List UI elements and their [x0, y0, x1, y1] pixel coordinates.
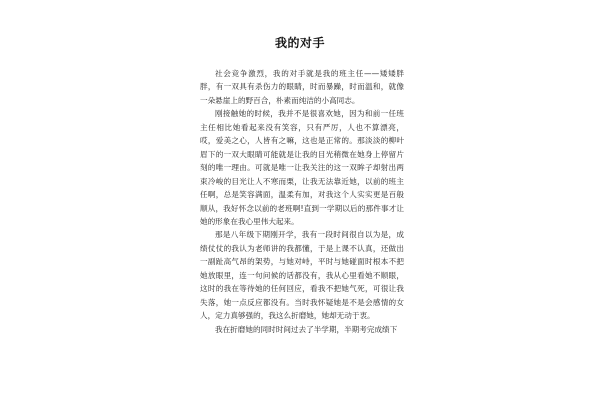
document-title: 我的对手: [274, 36, 325, 50]
paragraph: 那是八年级下期刚开学，我有一段时间很自以为是，成绩仗仗的我认为老师讲的我都懂，于是上课不认真，还做出一副趾高气昂的架势，与她对峙，平时与她碰面时根本不把她放眼里，连一句问候的话都没有，我从心里看她不顺眼，这时的我在等待她的任何回应，看我不把她气死，可很让我失落，她一点反应都没有。当时我怀疑她是不是会感情的女人，定力真够强的，我这么折磨她，她却无动于衷。: [200, 230, 404, 321]
document-body: [200, 67, 404, 336]
paragraph: 社会竞争激烈，我的对手就是我的班主任——矮矮胖胖，有一双具有杀伤力的眼睛，时而暴躁，时而温和，就像一朵悬崖上的野百合，朴素而纯洁的小高同志。: [200, 69, 404, 105]
paragraph: 刚接触她的时候，我并不是很喜欢她，因为和前一任班主任相比她看起来没有笑容，只有严厉，人也不算漂亮，哎，爱美之心，人皆有之嘛，这也是正常的。那淡淡的柳叶眉下的一双大眼睛可能就是让我的目光稍微在她身上停留片刻的唯一理由。可就是唯一让我关注的这一双眸子却射出两束冷峻的目光让人不寒而栗，让我无法靠近她，以前的班主任啊，总是笑容满面，温柔有加，对我这个人实实更是百般顺从，我好怀念以前的老班啊!直到一学期以后的那件事才让她的形象在我心里伟大起来。: [200, 109, 404, 226]
paragraph: 我在折磨她的同时时间过去了半学期，半期考完成绩下: [215, 324, 398, 334]
